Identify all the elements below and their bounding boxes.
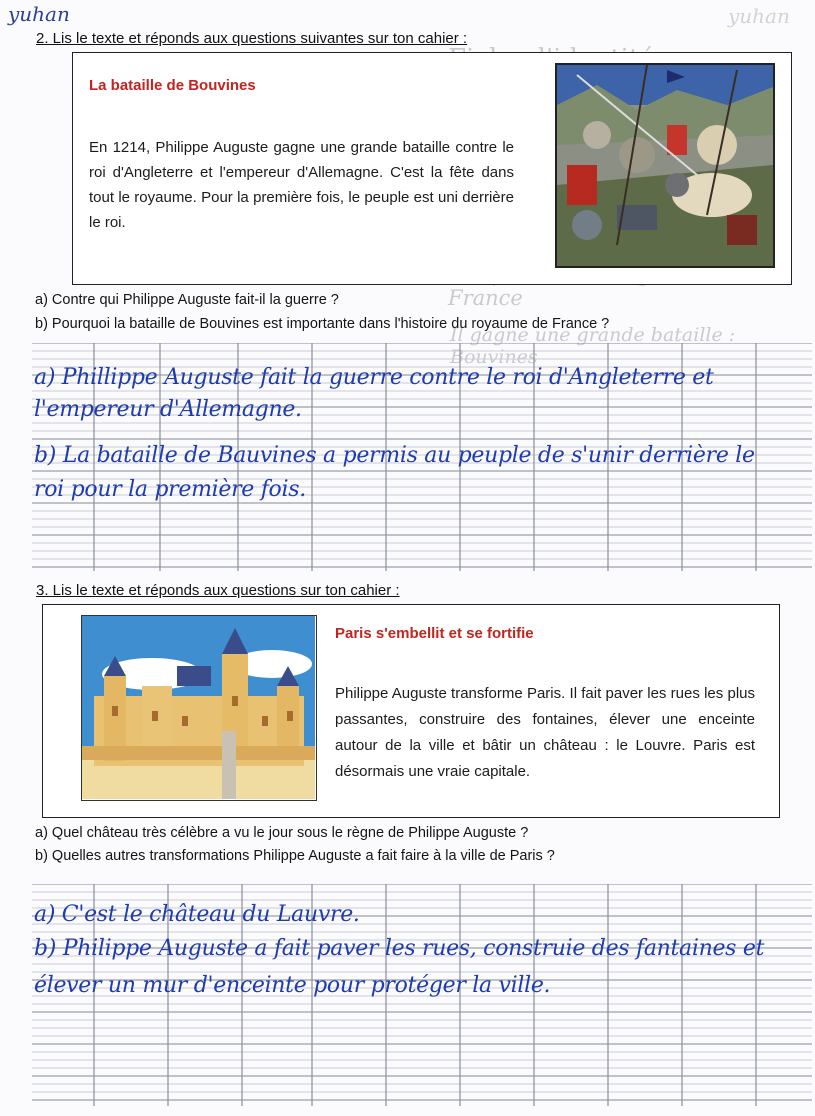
exercise-2-title: 2. Lis le texte et réponds aux questions suivantes sur ton cahier : bbox=[36, 30, 468, 47]
louvre-castle-illustration-icon bbox=[81, 615, 317, 801]
battle-illustration-icon bbox=[555, 63, 775, 268]
exercise-3-answer-line-1: a) C'est le château du Lauvre. bbox=[34, 902, 360, 927]
ghost-text-ligne: France bbox=[448, 286, 523, 310]
exercise-3-title: 3. Lis le texte et réponds aux questions sur ton cahier : bbox=[36, 582, 400, 599]
exercise-2-question-b: b) Pourquoi la bataille de Bouvines est importante dans l'histoire du royaume de France ? bbox=[35, 316, 610, 332]
exercise-2-box-title: La bataille de Bouvines bbox=[89, 77, 256, 94]
exercise-2-answer-line-2: l'empereur d'Allemagne. bbox=[34, 397, 302, 422]
exercise-2-text-box bbox=[72, 52, 792, 285]
exercise-2-answer-line-4: roi pour la première fois. bbox=[34, 477, 306, 502]
ghost-text-top-right: yuhan bbox=[728, 4, 790, 28]
exercise-3-box-title: Paris s'embellit et se fortifie bbox=[335, 625, 534, 642]
exercise-2-answer-line-3: b) La bataille de Bauvines a permis au peuple de s'unir derrière le bbox=[34, 443, 755, 468]
exercise-3-box-text: Philippe Auguste transforme Paris. Il fait paver les rues les plus passantes, construire des fontaines, élever une enceinte autour de la ville et bâtir un château : le Louvre. Paris est désormais une vraie capitale. bbox=[335, 685, 755, 780]
student-name: yuhan bbox=[8, 2, 70, 26]
exercise-2-box-text: En 1214, Philippe Auguste gagne une grande bataille contre le roi d'Angleterre et l'empereur d'Allemagne. C'est la fête dans tout le royaume. Pour la première fois, le peuple est uni derrière le roi. bbox=[89, 139, 514, 231]
exercise-3-text-box bbox=[42, 604, 780, 818]
exercise-2-answer-line-1: a) Phillippe Auguste fait la guerre contre le roi d'Angleterre et bbox=[34, 365, 714, 390]
exercise-3-question-a: a) Quel château très célèbre a vu le jour sous le règne de Philippe Auguste ? bbox=[35, 825, 529, 841]
exercise-3-answer-line-3: élever un mur d'enceinte pour protéger la ville. bbox=[34, 973, 551, 998]
exercise-3-question-b: b) Quelles autres transformations Philippe Auguste a fait faire à la ville de Paris ? bbox=[35, 848, 555, 864]
ghost-text-bas: Il gagne une grande bataille : Bouvines bbox=[450, 324, 736, 368]
exercise-2-question-a: a) Contre qui Philippe Auguste fait-il la guerre ? bbox=[35, 292, 339, 308]
exercise-3-answer-line-2: b) Philippe Auguste a fait paver les rues, construie des fantaines et bbox=[34, 936, 765, 961]
